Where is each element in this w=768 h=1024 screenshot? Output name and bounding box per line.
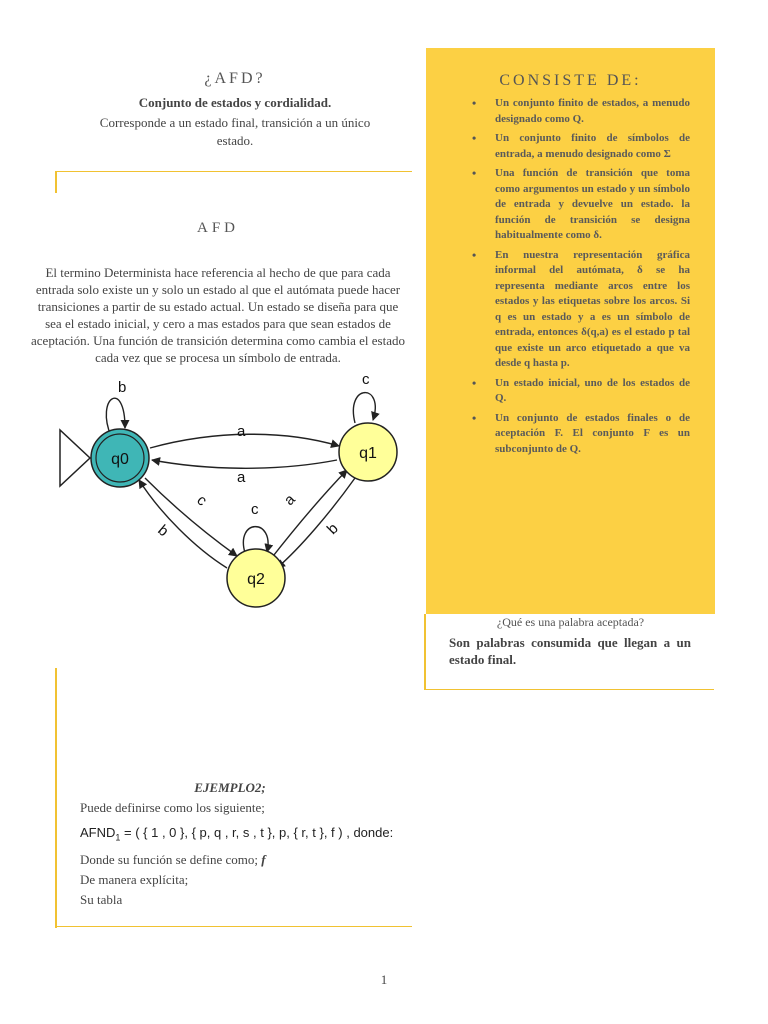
list-item: • En nuestra representación gráfica informal del autómata, δ se ha representa mediante arcos entre los estados y las etiquetas sobre los arcos. Si q es un estado y a es un símbolo de entrada, entonces δ(q,a) es el estado p tal que existe un arco etiquetado a que va desde q hasta p. bbox=[450, 248, 690, 372]
consiste-list bbox=[450, 96, 690, 461]
list-item: • Un conjunto finito de estados, a menudo designado como Q. bbox=[450, 96, 690, 127]
initial-state-arrow bbox=[60, 430, 90, 486]
label-q2-q1: a bbox=[280, 490, 299, 509]
label-q0-q1: a bbox=[237, 423, 246, 440]
transition-q1-q0-bottom bbox=[152, 460, 337, 468]
label-loop-q2: c bbox=[251, 501, 259, 518]
transition-q0-q2 bbox=[145, 478, 237, 556]
ejemplo-line-2 bbox=[80, 852, 266, 868]
transition-q2-q1 bbox=[270, 470, 347, 560]
consiste-title: CONSISTE DE: bbox=[499, 72, 642, 89]
state-q1-label: q1 bbox=[359, 445, 377, 462]
page-number: 1 bbox=[380, 972, 388, 987]
ejemplo-line-4: Su tabla bbox=[80, 892, 123, 907]
label-q1-q2: b bbox=[323, 519, 342, 538]
label-q0-q2: c bbox=[193, 491, 211, 510]
palabra-question: ¿Qué es una palabra aceptada? bbox=[496, 615, 645, 629]
list-item: • Un conjunto finito de símbolos de entrada, a menudo designado como Σ bbox=[450, 131, 690, 162]
divider-vertical-bottom-left bbox=[55, 668, 57, 928]
loop-q1 bbox=[353, 393, 375, 423]
formula-subscript: 1 bbox=[115, 832, 121, 843]
divider-top-left bbox=[57, 171, 412, 172]
divider-vertical-top-left bbox=[55, 171, 57, 193]
transition-q1-q2 bbox=[277, 478, 355, 568]
transition-q2-q0 bbox=[139, 480, 227, 568]
afd-section-paragraph: El termino Determinista hace referencia al hecho de que para cada entrada solo existe un y solo un estado al que el autómata puede hacer transiciones a partir de su estado actual. Un estado se diseña para que sea el estado inicial, y cero a mas estados para que sean estados de aceptación. Una función de transición determina como cambia el estado cada vez que se procesa un símbolo de entrada. bbox=[31, 265, 405, 365]
ejemplo-line-2-text: Donde su función se define como; bbox=[80, 852, 258, 867]
formula-body: = ( { 1 , 0 }, { p, q , r, s , t }, p, { r, t }, f ) , donde: bbox=[120, 825, 394, 840]
label-loop-q0: b bbox=[118, 379, 127, 396]
label-loop-q1: c bbox=[362, 371, 370, 388]
label-q1-q0: a bbox=[237, 469, 246, 486]
afnd-formula bbox=[80, 825, 393, 843]
ejemplo-line-1: Puede definirse como los siguiente; bbox=[80, 800, 265, 815]
afd-question-description: Corresponde a un estado final, transición a un único estado. bbox=[99, 115, 371, 148]
divider-bottom-left bbox=[57, 926, 412, 927]
divider-right bbox=[426, 689, 714, 690]
list-item: • Un conjunto de estados finales o de aceptación F. El conjunto F es un subconjunto de Q. bbox=[450, 411, 690, 458]
afd-section-title: AFD bbox=[196, 220, 239, 236]
label-q2-q0: b bbox=[154, 521, 172, 541]
state-q0-label: q0 bbox=[111, 451, 129, 468]
automaton-diagram bbox=[55, 368, 415, 613]
formula-prefix: AFND bbox=[80, 825, 116, 840]
ejemplo-title: EJEMPLO2; bbox=[194, 780, 266, 795]
afd-question-subtitle: Conjunto de estados y cordialidad. bbox=[138, 95, 332, 110]
afd-question-title: ¿AFD? bbox=[204, 70, 266, 87]
list-item: • Una función de transición que toma como argumentos un estado y un símbolo de entrada y devuelve un estado. la función de transición se designa habitualmente como δ. bbox=[450, 166, 690, 244]
palabra-answer: Son palabras consumida que llegan a un estado final. bbox=[449, 635, 691, 667]
ejemplo-line-2-symbol: f bbox=[261, 852, 266, 867]
list-item: • Un estado inicial, uno de los estados de Q. bbox=[450, 376, 690, 407]
state-q2-label: q2 bbox=[247, 571, 265, 588]
ejemplo-line-3: De manera explícita; bbox=[80, 872, 189, 887]
